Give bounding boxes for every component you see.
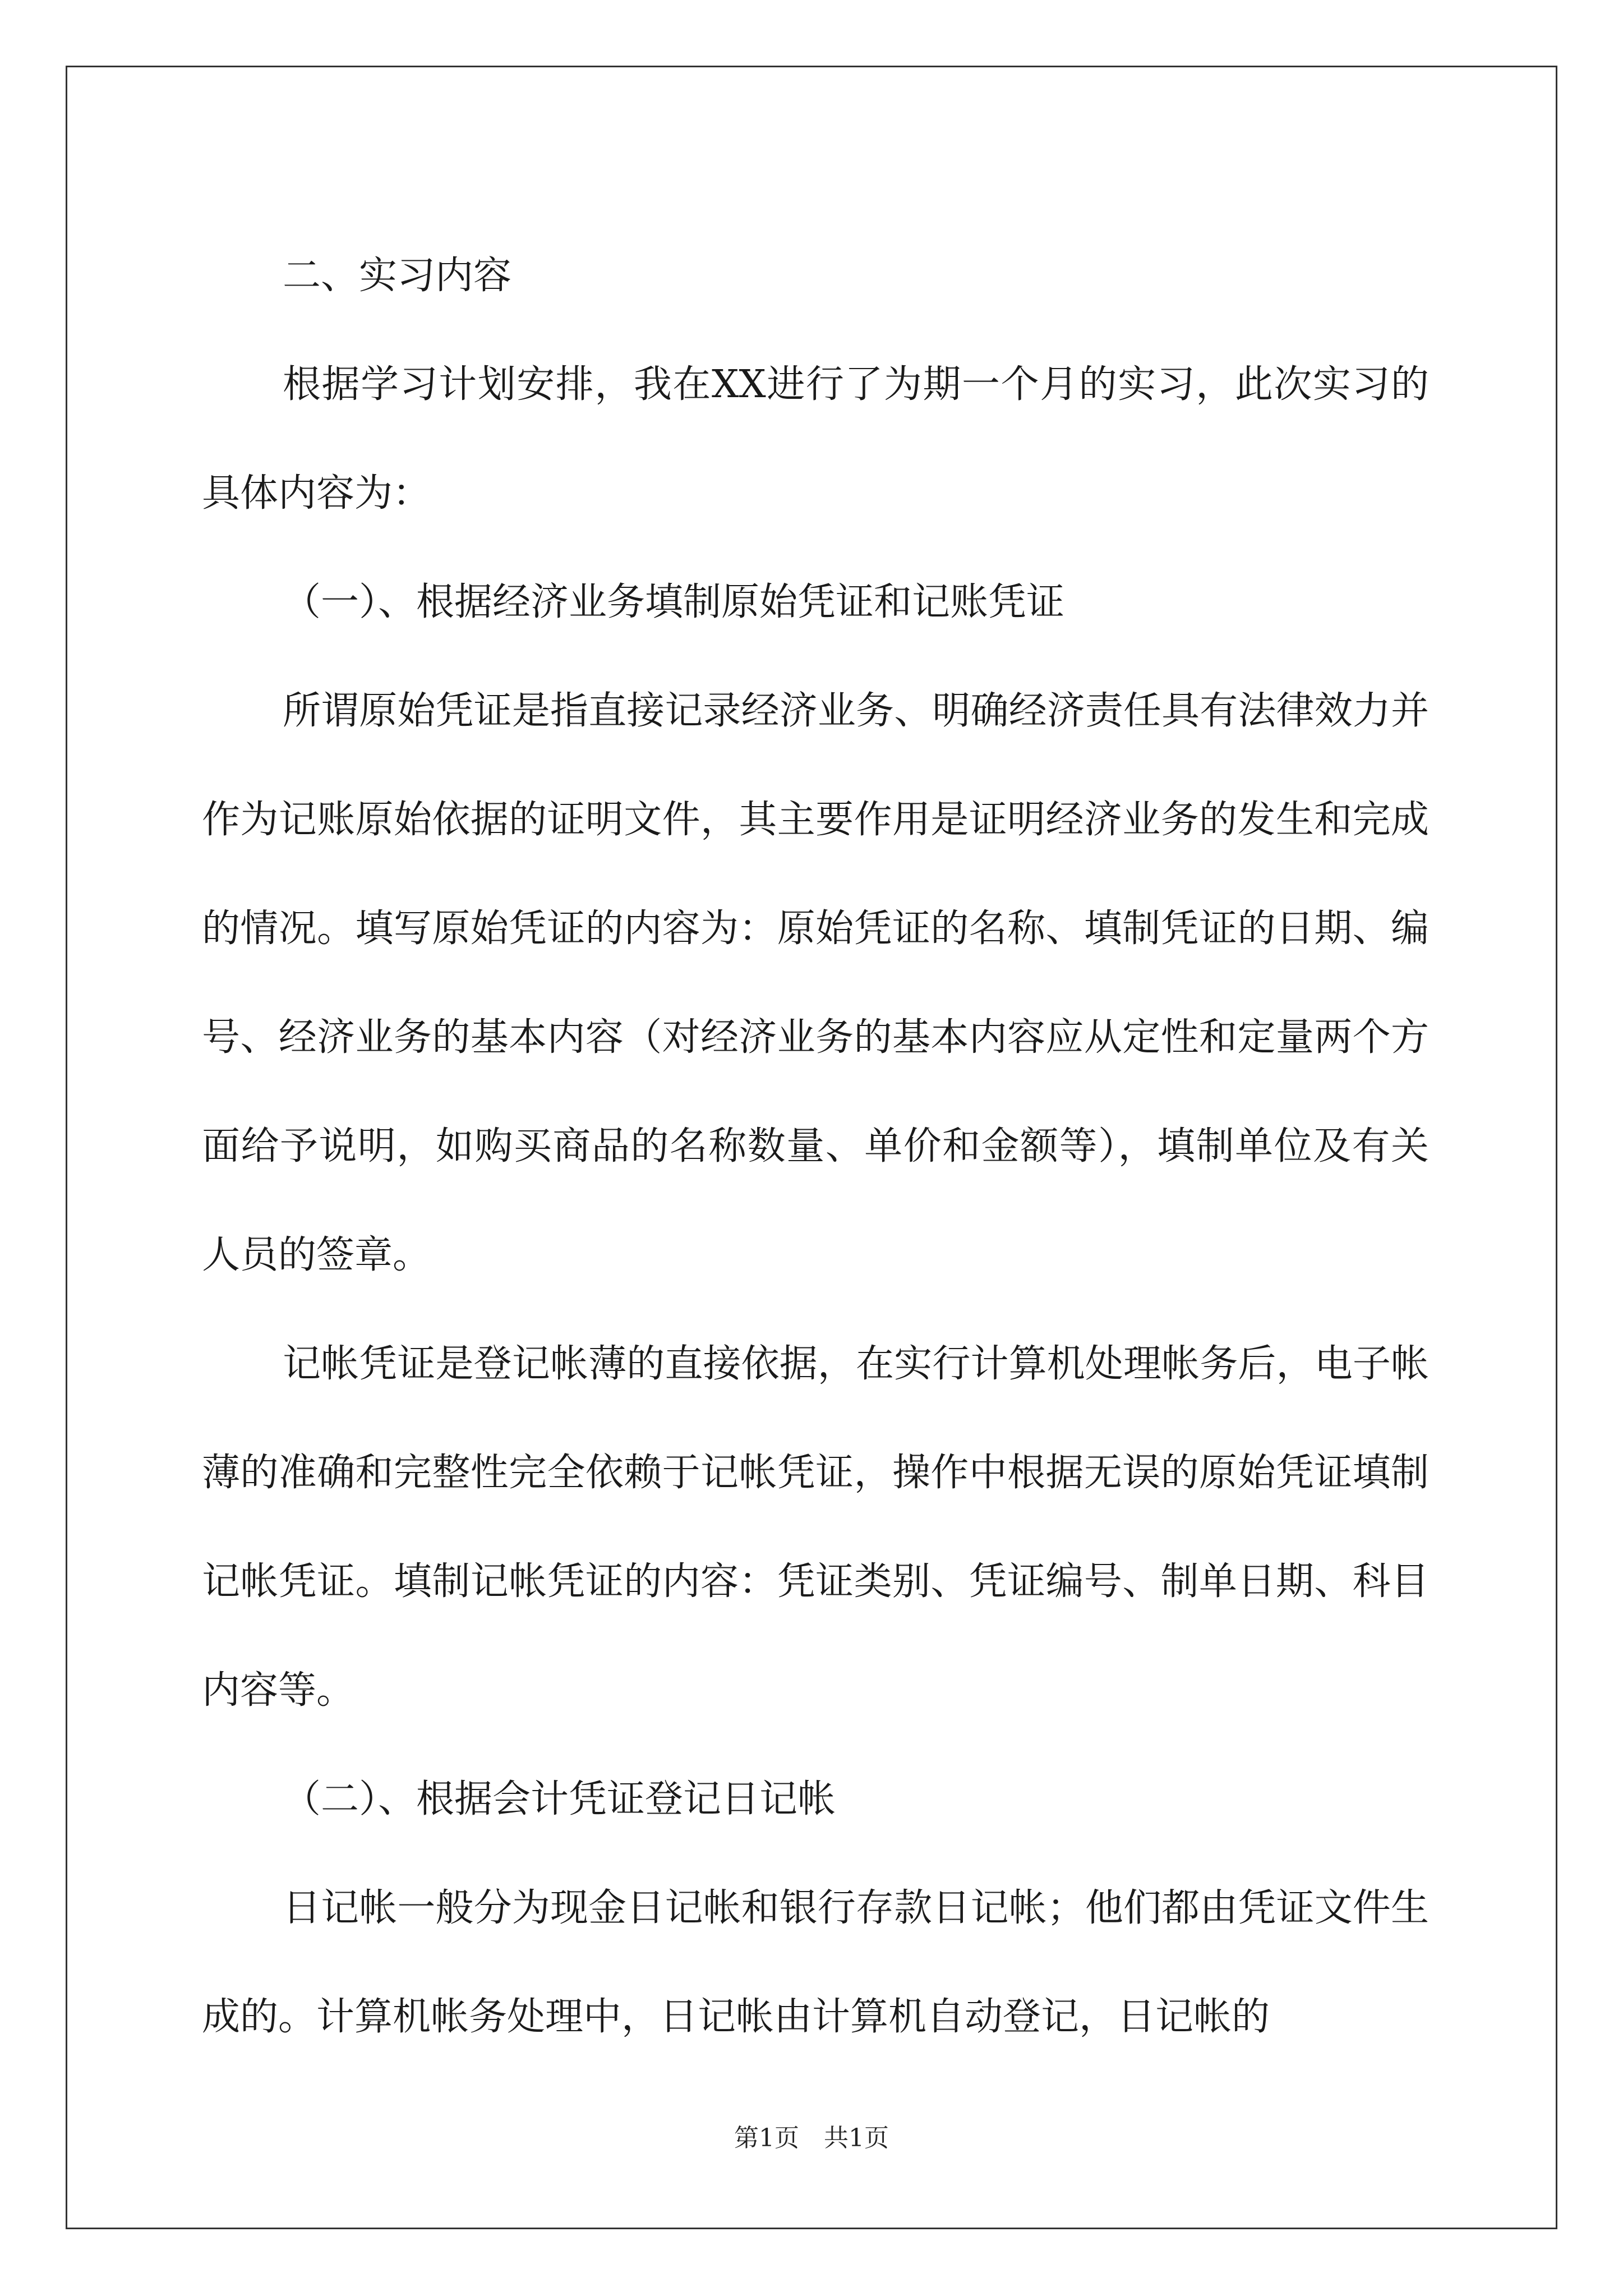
- journal-paragraph: 日记帐一般分为现金日记帐和银行存款日记帐；他们都由凭证文件生成的。计算机帐务处理中，日记帐由计算机自动登记，日记帐的: [202, 1886, 1429, 2039]
- document-body: [202, 222, 1429, 2072]
- subsection-heading-1: （一）、根据经济业务填制原始凭证和记账凭证: [283, 580, 1065, 624]
- page-number: 第1页 共1页: [734, 2124, 889, 2152]
- accounting-voucher-paragraph: 记帐凭证是登记帐薄的直接依据，在实行计算机处理帐务后，电子帐薄的准确和完整性完全依赖于记帐凭证，操作中根据无误的原始凭证填制记帐凭证。填制记帐凭证的内容：凭证类别、凭证编号、制单日期、科目内容等。: [202, 1342, 1429, 1713]
- section-heading: 二、实习内容: [283, 254, 512, 298]
- intro-paragraph: 根据学习计划安排，我在XX进行了为期一个月的实习，此次实习的具体内容为：: [202, 362, 1429, 516]
- subsection-heading-2: （二）、根据会计凭证登记日记帐: [283, 1777, 836, 1821]
- original-voucher-paragraph: 所谓原始凭证是指直接记录经济业务、明确经济责任具有法律效力并作为记账原始依据的证明文件，其主要作用是证明经济业务的发生和完成的情况。填写原始凭证的内容为：原始凭证的名称、填制凭证的日期、编号、经济业务的基本内容（对经济业务的基本内容应从定性和定量两个方面给予说明，如购买商品的名称数量、单价和金额等），填制单位及有关人员的签章。: [202, 689, 1429, 1277]
